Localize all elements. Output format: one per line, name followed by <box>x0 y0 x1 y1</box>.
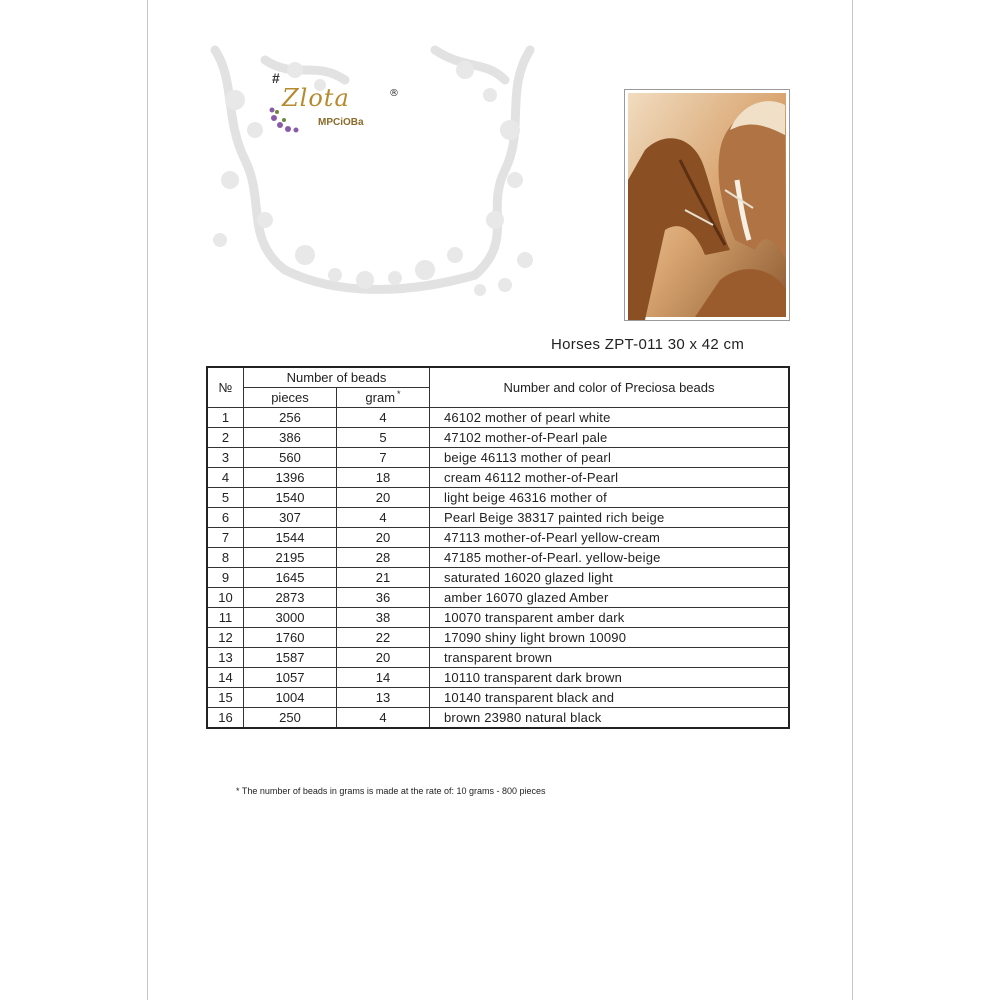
table-row <box>207 528 789 548</box>
row-number: 8 <box>207 548 244 568</box>
row-color: beige 46113 mother of pearl <box>430 448 790 468</box>
row-number: 16 <box>207 708 244 729</box>
product-title: Horses ZPT-011 30 x 42 cm <box>551 336 745 353</box>
row-color: Pearl Beige 38317 painted rich beige <box>430 508 790 528</box>
row-pieces: 307 <box>244 508 337 528</box>
row-color: 10140 transparent black and <box>430 688 790 708</box>
column-header-number-of-beads: Number of beads <box>244 367 430 388</box>
row-color: amber 16070 glazed Amber <box>430 588 790 608</box>
row-color: 47113 mother-of-Pearl yellow-cream <box>430 528 790 548</box>
row-color: light beige 46316 mother of <box>430 488 790 508</box>
row-pieces: 3000 <box>244 608 337 628</box>
row-color: 47102 mother-of-Pearl pale <box>430 428 790 448</box>
row-number: 13 <box>207 648 244 668</box>
row-pieces: 1544 <box>244 528 337 548</box>
product-picture <box>624 89 790 321</box>
logo-subbrand: MPCiOBa <box>318 117 364 128</box>
row-pieces: 2873 <box>244 588 337 608</box>
two-horses-picture-icon <box>625 90 789 320</box>
row-pieces: 386 <box>244 428 337 448</box>
row-gram: 38 <box>337 608 430 628</box>
table-row <box>207 408 789 428</box>
row-number: 10 <box>207 588 244 608</box>
column-header-gram <box>337 388 430 408</box>
table-row <box>207 588 789 608</box>
table-row <box>207 628 789 648</box>
row-gram: 20 <box>337 648 430 668</box>
row-pieces: 250 <box>244 708 337 729</box>
table-row <box>207 608 789 628</box>
gram-footnote-mark: * <box>397 388 401 399</box>
table-header-row <box>207 367 789 388</box>
table-row <box>207 648 789 668</box>
table-row <box>207 488 789 508</box>
row-pieces: 1057 <box>244 668 337 688</box>
table-row <box>207 428 789 448</box>
row-color: 10070 transparent amber dark <box>430 608 790 628</box>
column-header-pieces: pieces <box>244 388 337 408</box>
row-number: 14 <box>207 668 244 688</box>
row-gram: 4 <box>337 508 430 528</box>
table-row <box>207 448 789 468</box>
row-color: 47185 mother-of-Pearl. yellow-beige <box>430 548 790 568</box>
row-color: saturated 16020 glazed light <box>430 568 790 588</box>
row-number: 7 <box>207 528 244 548</box>
logo-flower-icon <box>266 98 318 138</box>
beads-table <box>206 366 790 729</box>
column-header-color: Number and color of Preciosa beads <box>430 367 790 408</box>
row-number: 9 <box>207 568 244 588</box>
column-header-number: № <box>207 367 244 408</box>
table-row <box>207 508 789 528</box>
row-color: brown 23980 natural black <box>430 708 790 729</box>
row-gram: 7 <box>337 448 430 468</box>
row-gram: 36 <box>337 588 430 608</box>
row-gram: 4 <box>337 408 430 428</box>
logo-mark: # <box>272 70 280 86</box>
row-number: 15 <box>207 688 244 708</box>
row-gram: 21 <box>337 568 430 588</box>
row-pieces: 1396 <box>244 468 337 488</box>
row-pieces: 1004 <box>244 688 337 708</box>
row-gram: 14 <box>337 668 430 688</box>
table-row <box>207 468 789 488</box>
row-color: 10110 transparent dark brown <box>430 668 790 688</box>
row-pieces: 1760 <box>244 628 337 648</box>
logo-registered: ® <box>389 88 399 99</box>
row-number: 2 <box>207 428 244 448</box>
gram-label: gram <box>365 390 396 405</box>
table-row <box>207 708 789 729</box>
row-gram: 5 <box>337 428 430 448</box>
row-pieces: 560 <box>244 448 337 468</box>
row-pieces: 2195 <box>244 548 337 568</box>
row-gram: 13 <box>337 688 430 708</box>
row-gram: 22 <box>337 628 430 648</box>
row-gram: 18 <box>337 468 430 488</box>
row-color: transparent brown <box>430 648 790 668</box>
floral-ornament-icon <box>205 40 540 300</box>
logo-brand: Zlota <box>282 84 350 112</box>
row-number: 4 <box>207 468 244 488</box>
row-number: 11 <box>207 608 244 628</box>
row-pieces: 1645 <box>244 568 337 588</box>
footnote: * The number of beads in grams is made at the rate of: 10 grams - 800 pieces <box>236 786 546 796</box>
row-number: 12 <box>207 628 244 648</box>
table-row <box>207 548 789 568</box>
row-color: 17090 shiny light brown 10090 <box>430 628 790 648</box>
table-row <box>207 688 789 708</box>
table-row <box>207 568 789 588</box>
row-number: 6 <box>207 508 244 528</box>
row-color: 46102 mother of pearl white <box>430 408 790 428</box>
row-gram: 20 <box>337 528 430 548</box>
row-number: 3 <box>207 448 244 468</box>
row-pieces: 1540 <box>244 488 337 508</box>
row-gram: 4 <box>337 708 430 729</box>
row-gram: 28 <box>337 548 430 568</box>
table-row <box>207 668 789 688</box>
row-number: 5 <box>207 488 244 508</box>
row-color: cream 46112 mother-of-Pearl <box>430 468 790 488</box>
row-gram: 20 <box>337 488 430 508</box>
row-number: 1 <box>207 408 244 428</box>
row-pieces: 256 <box>244 408 337 428</box>
row-pieces: 1587 <box>244 648 337 668</box>
